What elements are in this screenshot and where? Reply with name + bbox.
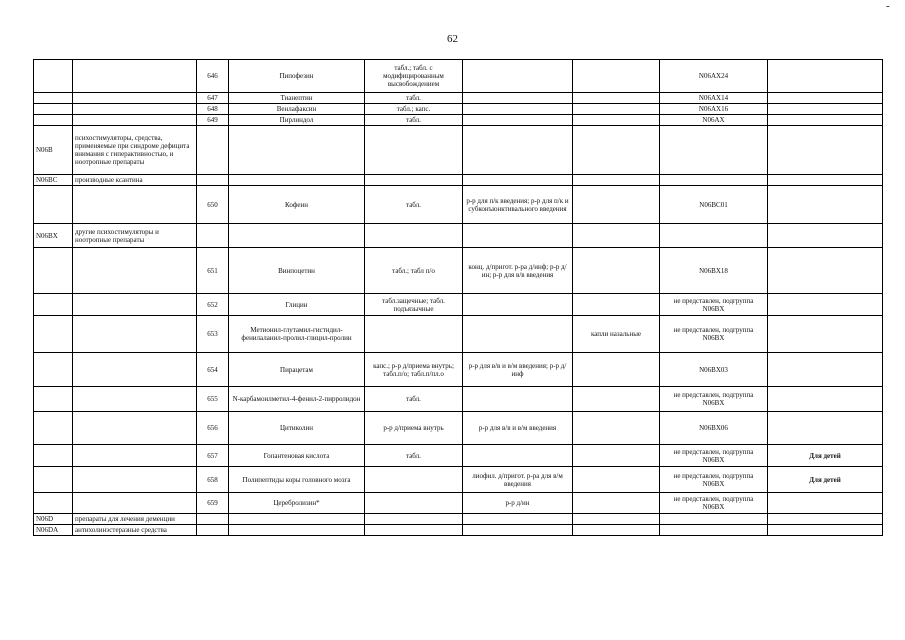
cell-name: Глицин [229, 294, 365, 316]
cell-form [365, 175, 463, 186]
cell-form2 [463, 316, 573, 353]
cell-atc: N06AX24 [660, 60, 768, 93]
cell-name: Кофеин [229, 186, 365, 224]
cell-form2: р-р д/ин [463, 493, 573, 514]
cell-atc: не представлен, подгруппа N06BX [660, 445, 768, 467]
cell-note [768, 353, 883, 387]
cell-num: 655 [197, 387, 229, 412]
table-row [34, 60, 883, 93]
cell-name: Пирацетам [229, 353, 365, 387]
cell-form2 [463, 60, 573, 93]
cell-note [768, 525, 883, 536]
cell-num: 646 [197, 60, 229, 93]
cell-atc [660, 224, 768, 248]
table-row [34, 186, 883, 224]
cell-form2 [463, 224, 573, 248]
cell-form [365, 525, 463, 536]
cell-code: N06DA [34, 525, 73, 536]
cell-group [73, 493, 197, 514]
cell-form2 [463, 115, 573, 126]
cell-form3 [573, 115, 660, 126]
cell-form2 [463, 93, 573, 104]
table-row [34, 493, 883, 514]
table-row [34, 387, 883, 412]
table-row [34, 248, 883, 294]
cell-name: Полипептиды коры головного мозга [229, 467, 365, 493]
cell-form2 [463, 514, 573, 525]
cell-form2: р-р для в/в и в/м введения; р-р д/инф [463, 353, 573, 387]
cell-code [34, 467, 73, 493]
cell-name: Цитиколин [229, 412, 365, 445]
cell-group: антихолинэстеразные средства [73, 525, 197, 536]
cell-code: N06BC [34, 175, 73, 186]
cell-num: 647 [197, 93, 229, 104]
cell-form2: р-р для п/к введения; р-р для п/к и субконъюнктивального введения [463, 186, 573, 224]
cell-form2 [463, 525, 573, 536]
cell-group [73, 445, 197, 467]
cell-name: Пирлиндол [229, 115, 365, 126]
cell-name [229, 175, 365, 186]
cell-form2: лиофил. д/пригот. р-ра для в/м введения [463, 467, 573, 493]
table-row [34, 224, 883, 248]
cell-form [365, 126, 463, 175]
cell-form [365, 514, 463, 525]
cell-form: табл.защечные; табл. подъязычные [365, 294, 463, 316]
cell-form2: конц. д/пригот. р-ра д/инф; р-р д/ин; р-р для в/в введения [463, 248, 573, 294]
cell-num: 656 [197, 412, 229, 445]
cell-form [365, 467, 463, 493]
cell-group [73, 104, 197, 115]
cell-form: табл. [365, 186, 463, 224]
table-row [34, 445, 883, 467]
cell-num: 649 [197, 115, 229, 126]
cell-atc: N06AX14 [660, 93, 768, 104]
cell-atc [660, 514, 768, 525]
cell-group [73, 248, 197, 294]
table-body [34, 60, 883, 536]
cell-atc: N06AX [660, 115, 768, 126]
cell-form3 [573, 514, 660, 525]
table-row [34, 175, 883, 186]
cell-form: табл.; табл. с модифицированным высвобождением [365, 60, 463, 93]
cell-note [768, 175, 883, 186]
cell-group: препараты для лечения деменции [73, 514, 197, 525]
cell-form [365, 316, 463, 353]
drug-list-table [33, 59, 883, 536]
cell-group [73, 60, 197, 93]
cell-atc: N06BX18 [660, 248, 768, 294]
cell-name: Тианептин [229, 93, 365, 104]
cell-form: табл. [365, 115, 463, 126]
cell-atc [660, 525, 768, 536]
cell-form2 [463, 104, 573, 115]
cell-form: р-р д/приема внутрь [365, 412, 463, 445]
table-row [34, 353, 883, 387]
cell-num: 652 [197, 294, 229, 316]
cell-name: Пипофезин [229, 60, 365, 93]
cell-form2 [463, 294, 573, 316]
cell-form2 [463, 175, 573, 186]
cell-num [197, 224, 229, 248]
cell-code [34, 445, 73, 467]
cell-num: 654 [197, 353, 229, 387]
cell-form [365, 493, 463, 514]
cell-note [768, 104, 883, 115]
cell-name [229, 224, 365, 248]
cell-group [73, 353, 197, 387]
cell-code [34, 60, 73, 93]
cell-code [34, 412, 73, 445]
cell-form2: р-р для в/в и в/м введения [463, 412, 573, 445]
cell-form3 [573, 294, 660, 316]
cell-atc: N06BX06 [660, 412, 768, 445]
cell-form [365, 224, 463, 248]
table-row [34, 525, 883, 536]
cell-form3 [573, 186, 660, 224]
cell-name: Метионил-глутамил-гистидил-фенилаланил-пролил-глицил-пролин [229, 316, 365, 353]
cell-form3 [573, 467, 660, 493]
cell-note [768, 186, 883, 224]
cell-group [73, 316, 197, 353]
table-row [34, 294, 883, 316]
cell-group: другие психостимуляторы и ноотропные препараты [73, 224, 197, 248]
cell-note: Для детей [768, 467, 883, 493]
cell-code [34, 493, 73, 514]
cell-note [768, 316, 883, 353]
cell-code: N06BX [34, 224, 73, 248]
cell-code [34, 248, 73, 294]
cell-num: 651 [197, 248, 229, 294]
cell-num: 658 [197, 467, 229, 493]
cell-form3 [573, 224, 660, 248]
cell-note [768, 126, 883, 175]
cell-form3 [573, 387, 660, 412]
cell-form3 [573, 412, 660, 445]
cell-num: 657 [197, 445, 229, 467]
cell-note [768, 93, 883, 104]
cell-name: N-карбамоилметил-4-фенил-2-пирролидон [229, 387, 365, 412]
table-row [34, 316, 883, 353]
cell-name [229, 514, 365, 525]
cell-atc: N06BC01 [660, 186, 768, 224]
cell-name: Церебролизин* [229, 493, 365, 514]
cell-atc: не представлен, подгруппа N06BX [660, 493, 768, 514]
cell-code [34, 294, 73, 316]
table-row [34, 514, 883, 525]
cell-code: N06B [34, 126, 73, 175]
cell-note [768, 115, 883, 126]
cell-group: психостимуляторы, средства, применяемые при синдроме дефицита внимания с гиперактивностью, и ноотропные препараты [73, 126, 197, 175]
cell-form2 [463, 387, 573, 412]
cell-atc: не представлен, подгруппа N06BX [660, 294, 768, 316]
cell-form: табл. [365, 93, 463, 104]
cell-form3 [573, 93, 660, 104]
cell-group [73, 387, 197, 412]
table-row [34, 412, 883, 445]
cell-code [34, 186, 73, 224]
cell-form: капс.; р-р д/приема внутрь; табл.п/о; табл.п/пл.о [365, 353, 463, 387]
cell-group [73, 93, 197, 104]
cell-name: Венлафаксин [229, 104, 365, 115]
cell-note [768, 387, 883, 412]
cell-note [768, 294, 883, 316]
cell-form: табл.; капс. [365, 104, 463, 115]
cell-atc: N06BX03 [660, 353, 768, 387]
cell-atc [660, 126, 768, 175]
cell-num [197, 514, 229, 525]
cell-form3 [573, 445, 660, 467]
cell-code [34, 353, 73, 387]
cell-note: Для детей [768, 445, 883, 467]
page-number: 62 [447, 33, 458, 45]
table-row [34, 115, 883, 126]
cell-name [229, 525, 365, 536]
cell-code: N06D [34, 514, 73, 525]
cell-note [768, 224, 883, 248]
cell-form: табл. [365, 387, 463, 412]
cell-group [73, 294, 197, 316]
cell-form3 [573, 493, 660, 514]
cell-num: 650 [197, 186, 229, 224]
cell-code [34, 104, 73, 115]
cell-num: 653 [197, 316, 229, 353]
cell-name: Винпоцетин [229, 248, 365, 294]
cell-group [73, 186, 197, 224]
cell-form: табл. [365, 445, 463, 467]
cell-form3 [573, 175, 660, 186]
cell-atc: не представлен, подгруппа N06BX [660, 467, 768, 493]
cell-form3 [573, 248, 660, 294]
cell-num [197, 126, 229, 175]
cell-atc: не представлен, подгруппа N06BX [660, 387, 768, 412]
table-row [34, 467, 883, 493]
cell-form2 [463, 126, 573, 175]
cell-code [34, 387, 73, 412]
cell-group [73, 115, 197, 126]
cell-atc [660, 175, 768, 186]
cell-note [768, 493, 883, 514]
cell-group [73, 467, 197, 493]
table-row [34, 104, 883, 115]
table-row [34, 93, 883, 104]
cell-name: Гопантеновая кислота [229, 445, 365, 467]
cell-form3 [573, 525, 660, 536]
cell-group: производные ксантина [73, 175, 197, 186]
cell-code [34, 316, 73, 353]
cell-form3: капли назальные [573, 316, 660, 353]
cell-note [768, 60, 883, 93]
cell-num [197, 175, 229, 186]
cell-form3 [573, 353, 660, 387]
cell-form3 [573, 60, 660, 93]
cell-atc: не представлен, подгруппа N06BX [660, 316, 768, 353]
cell-form3 [573, 104, 660, 115]
cell-note [768, 412, 883, 445]
cell-note [768, 248, 883, 294]
table-row [34, 126, 883, 175]
cell-form2 [463, 445, 573, 467]
cell-group [73, 412, 197, 445]
cell-form3 [573, 126, 660, 175]
cell-num: 648 [197, 104, 229, 115]
corner-mark: - [886, 0, 890, 12]
cell-num [197, 525, 229, 536]
cell-form: табл.; табл п/о [365, 248, 463, 294]
cell-code [34, 93, 73, 104]
cell-note [768, 514, 883, 525]
cell-code [34, 115, 73, 126]
cell-atc: N06AX16 [660, 104, 768, 115]
cell-num: 659 [197, 493, 229, 514]
cell-name [229, 126, 365, 175]
